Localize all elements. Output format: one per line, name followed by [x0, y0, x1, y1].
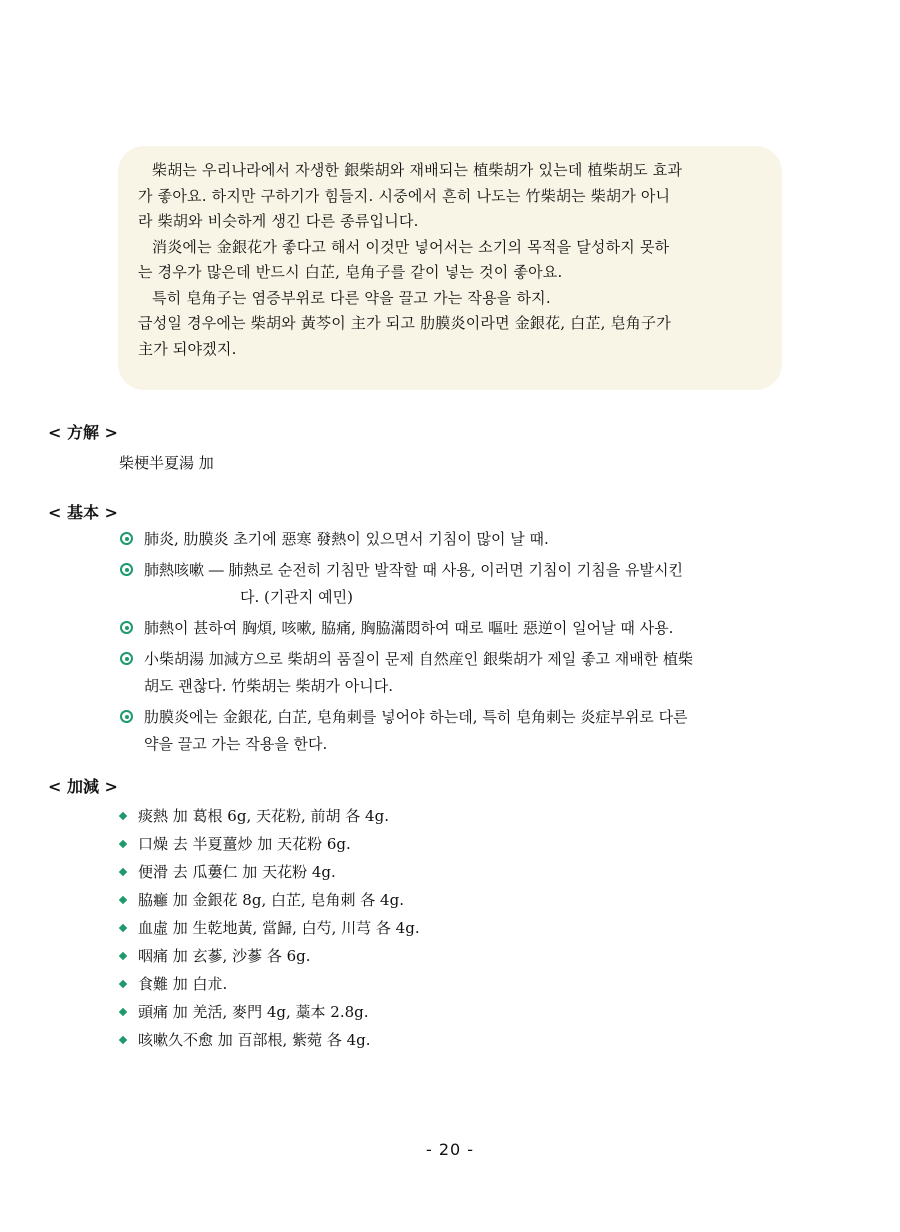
circle-bullet-icon — [120, 621, 133, 634]
list-item — [118, 704, 786, 758]
note-line: 라 柴胡와 비슷하게 생긴 다른 종류입니다. — [138, 212, 419, 230]
note-box — [118, 146, 782, 390]
item-text-continued: 다. (기관지 예민) — [240, 588, 353, 606]
list-item — [118, 557, 786, 611]
item-text: 頭痛 加 羌活, 麥門 4g, 藁本 2.8g. — [138, 1003, 369, 1021]
diamond-bullet-icon — [119, 1036, 127, 1044]
item-text: 咳嗽久不愈 加 百部根, 紫菀 各 4g. — [138, 1031, 371, 1049]
item-text-continued: 胡도 괜찮다. 竹柴胡는 柴胡가 아니다. — [144, 677, 394, 695]
diamond-bullet-icon — [119, 868, 127, 876]
diamond-bullet-icon — [119, 952, 127, 960]
note-line: 특히 皂角子는 염증부위로 다른 약을 끌고 가는 작용을 하지. — [152, 288, 551, 307]
circle-bullet-icon — [120, 652, 133, 665]
item-text: 肋膜炎에는 金銀花, 白芷, 皂角刺를 넣어야 하는데, 특히 皂角刺는 炎症부위로 다른 — [144, 708, 688, 726]
item-text: 肺熱이 甚하여 胸煩, 咳嗽, 脇痛, 胸脇滿悶하여 때로 嘔吐 惡逆이 일어날 때 사용. — [144, 619, 674, 637]
basic-list — [118, 526, 786, 762]
diamond-bullet-icon — [119, 812, 127, 820]
note-line: 消炎에는 金銀花가 좋다고 해서 이것만 넣어서는 소기의 목적을 달성하지 못하 — [152, 237, 670, 256]
list-item — [118, 858, 420, 886]
modification-list — [118, 802, 420, 1054]
circle-bullet-icon — [120, 532, 133, 545]
list-item — [118, 970, 420, 998]
prescription-text: 柴梗半夏湯 加 — [119, 454, 214, 472]
diamond-bullet-icon — [119, 896, 127, 904]
note-line: 급성일 경우에는 柴胡와 黃芩이 主가 되고 肋膜炎이라면 金銀花, 白芷, 皂角子가 — [138, 314, 671, 332]
item-text: 咽痛 加 玄蔘, 沙蔘 各 6g. — [138, 947, 311, 965]
list-item — [118, 615, 786, 642]
item-text-continued: 약을 끌고 가는 작용을 한다. — [144, 735, 328, 753]
note-line: 柴胡는 우리나라에서 자생한 銀柴胡와 재배되는 植柴胡가 있는데 植柴胡도 효과 — [152, 161, 683, 179]
diamond-bullet-icon — [119, 980, 127, 988]
note-line: 가 좋아요. 하지만 구하기가 힘들지. 시중에서 흔히 나도는 竹柴胡는 柴胡가 아니 — [138, 186, 671, 205]
list-item — [118, 998, 420, 1026]
modification-heading: < 加減 > — [48, 777, 118, 796]
page-number: - 20 - — [425, 1140, 475, 1159]
basic-heading: < 基本 > — [48, 503, 118, 522]
list-item — [118, 1026, 420, 1054]
item-text: 血虛 加 生乾地黃, 當歸, 白芍, 川芎 各 4g. — [138, 919, 420, 937]
diamond-bullet-icon — [119, 1008, 127, 1016]
list-item — [118, 830, 420, 858]
item-text: 便滑 去 瓜蔞仁 加 天花粉 4g. — [138, 863, 336, 881]
item-text: 肺熱咳嗽 ― 肺熱로 순전히 기침만 발작할 때 사용, 이러면 기침이 기침을 유발시킨 — [144, 561, 683, 579]
item-text: 食難 加 白朮. — [138, 975, 228, 993]
note-line: 主가 되야겠지. — [138, 339, 237, 358]
list-item — [118, 802, 420, 830]
diamond-bullet-icon — [119, 924, 127, 932]
item-text: 小柴胡湯 加減方으로 柴胡의 품질이 문제 自然産인 銀柴胡가 제일 좋고 재배한 植柴 — [144, 650, 694, 668]
list-item — [118, 914, 420, 942]
list-item — [118, 646, 786, 700]
item-text: 脇癰 加 金銀花 8g, 白芷, 皂角刺 各 4g. — [138, 891, 404, 909]
item-text: 口燥 去 半夏薑炒 加 天花粉 6g. — [138, 835, 351, 853]
circle-bullet-icon — [120, 710, 133, 723]
item-text: 痰熱 加 葛根 6g, 天花粉, 前胡 各 4g. — [138, 807, 389, 825]
list-item — [118, 526, 786, 553]
prescription-heading: < 方解 > — [48, 423, 118, 442]
note-line: 는 경우가 많은데 반드시 白芷, 皂角子를 같이 넣는 것이 좋아요. — [138, 263, 563, 281]
item-text: 肺炎, 肋膜炎 초기에 惡寒 發熱이 있으면서 기침이 많이 날 때. — [144, 530, 549, 548]
list-item — [118, 886, 420, 914]
circle-bullet-icon — [120, 563, 133, 576]
diamond-bullet-icon — [119, 840, 127, 848]
list-item — [118, 942, 420, 970]
